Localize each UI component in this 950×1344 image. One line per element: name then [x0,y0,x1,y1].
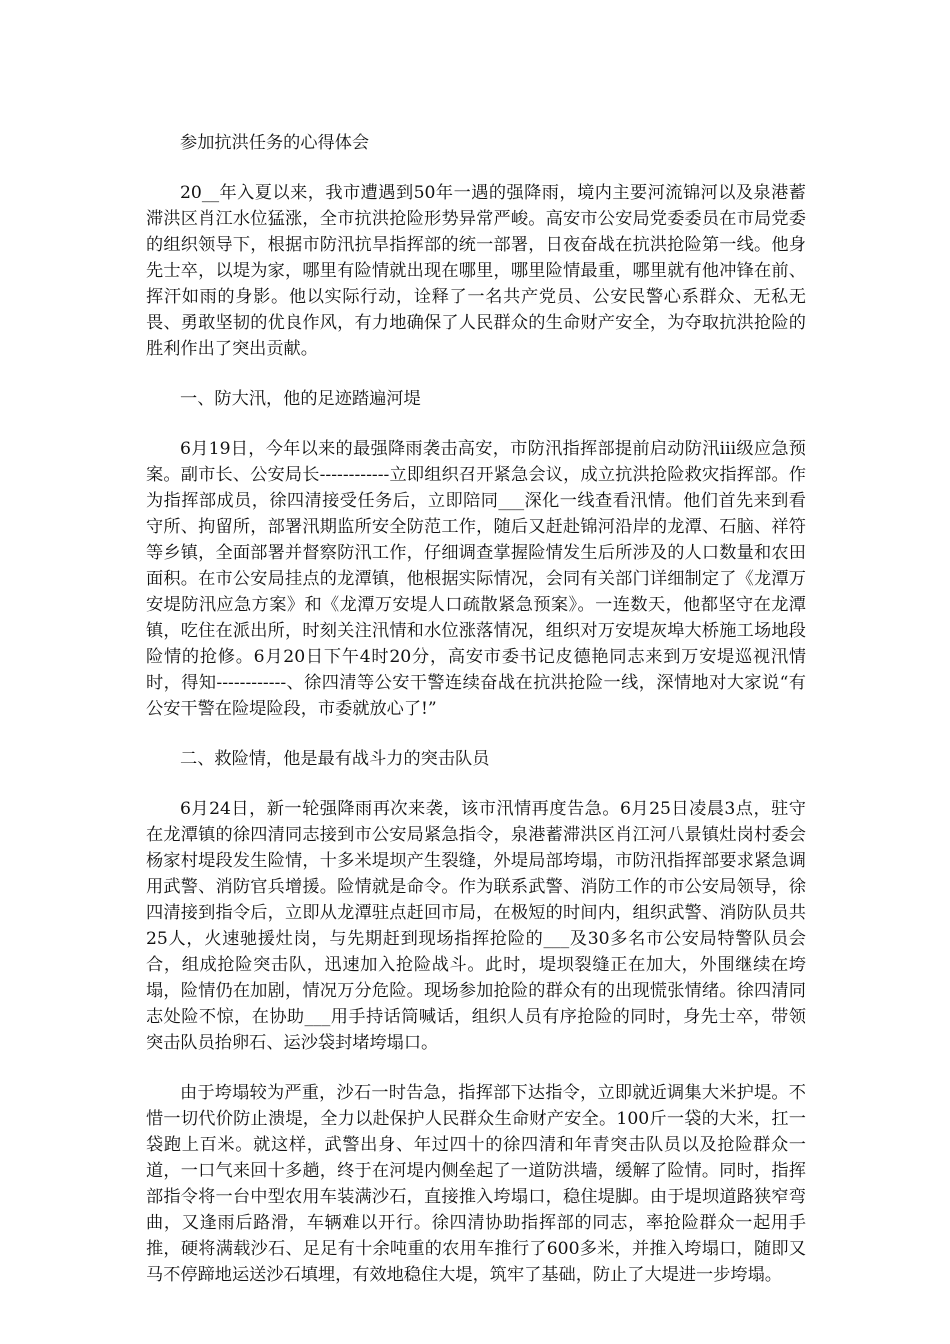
section-1-heading: 一、防大汛，他的足迹踏遍河堤 [180,389,421,409]
section-2-heading: 二、救险情，他是最有战斗力的突击队员 [180,749,490,769]
document-title: 参加抗洪任务的心得体会 [180,133,370,153]
section-2-paragraph-1: 6月24日，新一轮强降雨再次来袭，该市汛情再度告急。6月25日凌晨3点，驻守在龙潭镇的徐四清同志接到市公安局紧急指令，泉港蓄滞洪区肖江河八景镇灶岗村委会杨家村堤段发生险情，十多米堤坝产生裂缝，外堤局部垮塌，市防汛指挥部要求紧急调用武警、消防官兵增援。险情就是命令。作为联系武警、消防工作的市公安局领导，徐四清接到指令后，立即从龙潭驻点赶回市局，在极短的时间内，组织武警、消防队员共25人，火速驰援灶岗，与先期赶到现场指挥抢险的___及30多名市公安局特警队员会合，组成抢险突击队，迅速加入抢险战斗。此时，堤坝裂缝正在加大，外围继续在垮塌，险情仍在加剧，情况万分危险。现场参加抢险的群众有的出现慌张情绪。徐四清同志处险不惊，在协助___用手持话筒喊话，组织人员有序抢险的同时，身先士卒，带领突击队员抬卵石、运沙袋封堵垮塌口。 [146,799,806,1053]
intro-paragraph: 20__年入夏以来，我市遭遇到50年一遇的强降雨，境内主要河流锦河以及泉港蓄滞洪区肖江水位猛涨，全市抗洪抢险形势异常严峻。高安市公安局党委委员在市局党委的组织领导下，根据市防汛抗旱指挥部的统一部署，日夜奋战在抗洪抢险第一线。他身先士卒，以堤为家，哪里有险情就出现在哪里，哪里险情最重，哪里就有他冲锋在前、挥汗如雨的身影。他以实际行动，诠释了一名共产党员、公安民警心系群众、无私无畏、勇敢坚韧的优良作风，有力地确保了人民群众的生命财产安全，为夺取抗洪抢险的胜利作出了突出贡献。 [146,183,806,359]
document-page [146,130,806,1288]
section-2-paragraph-2: 由于垮塌较为严重，沙石一时告急，指挥部下达指令，立即就近调集大米护堤。不惜一切代价防止溃堤，全力以赴保护人民群众生命财产安全。100斤一袋的大米，扛一袋跑上百米。就这样，武警出身、年过四十的徐四清和年青突击队员以及抢险群众一道，一口气来回十多趟，终于在河堤内侧垒起了一道防洪墙，缓解了险情。同时，指挥部指令将一台中型农用车装满沙石，直接推入垮塌口，稳住堤脚。由于堤坝道路狭窄弯曲，又逢雨后路滑，车辆难以开行。徐四清协助指挥部的同志，率抢险群众一起用手推，硬将满载沙石、足足有十余吨重的农用车推行了600多米，并推入垮塌口，随即又马不停蹄地运送沙石填埋，有效地稳住大堤，筑牢了基础，防止了大堤进一步垮塌。 [146,1083,806,1285]
section-1-paragraph: 6月19日，今年以来的最强降雨袭击高安，市防汛指挥部提前启动防汛iii级应急预案。副市长、公安局长------------立即组织召开紧急会议，成立抗洪抢险救灾指挥部。作为指挥部成员，徐四清接受任务后，立即陪同___深化一线查看汛情。他们首先来到看守所、拘留所，部署汛期监所安全防范工作，随后又赶赴锦河沿岸的龙潭、石脑、祥符等乡镇，全面部署并督察防汛工作，仔细调查掌握险情发生后所涉及的人口数量和农田面积。在市公安局挂点的龙潭镇，他根据实际情况，会同有关部门详细制定了《龙潭万安堤防汛应急方案》和《龙潭万安堤人口疏散紧急预案》。一连数天，他都坚守在龙潭镇，吃住在派出所，时刻关注汛情和水位涨落情况，组织对万安堤灰埠大桥施工场地段险情的抢修。6月20日下午4时20分，高安市委书记皮德艳同志来到万安堤巡视汛情时，得知------------、徐四清等公安干警连续奋战在抗洪抢险一线，深情地对大家说“有公安干警在险堤险段，市委就放心了!” [146,439,806,719]
